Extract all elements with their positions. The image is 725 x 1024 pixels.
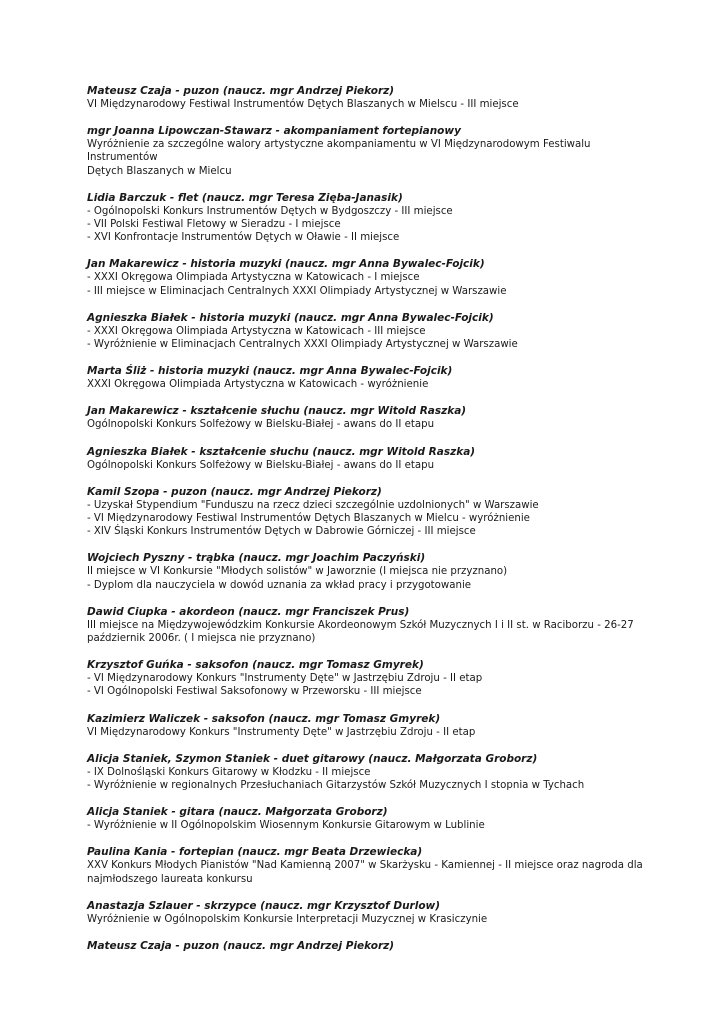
- entry-heading: Anastazja Szlauer - skrzypce (naucz. mgr Krzysztof Durlow): [87, 899, 441, 912]
- entry-4: [87, 312, 647, 351]
- entry-3: [87, 258, 647, 297]
- entry-line: XXXI Okręgowa Olimpiada Artystyczna w Katowicach - wyróżnienie: [87, 379, 429, 391]
- entry-heading: Alicja Staniek, Szymon Staniek - duet gitarowy (naucz. Małgorzata Groborz): [87, 752, 538, 765]
- entry-line: - VII Polski Festiwal Fletowy w Sieradzu - I miejsce: [87, 219, 341, 231]
- entry-line: Wyróżnienie w Ogólnopolskim Konkursie Interpretacji Muzycznej w Krasiczynie: [87, 913, 488, 925]
- entry-line: - Wyróżnienie w regionalnych Przesłuchaniach Gitarzystów Szkół Muzycznych I stopnia w Tychach: [87, 780, 585, 792]
- entry-line: - Dyplom dla nauczyciela w dowód uznania za wkład pracy i przygotowanie: [87, 579, 472, 591]
- entry-11: [87, 659, 647, 698]
- entry-15: [87, 846, 647, 885]
- entry-16: [87, 900, 647, 926]
- entry-line: VI Międzynarodowy Festiwal Instrumentów Dętych Blaszanych w Mielscu - III miejsce: [87, 99, 519, 110]
- entry-line: Ogólnopolski Konkurs Solfeżowy w Bielsku-Białej - awans do II etapu: [87, 459, 435, 471]
- entry-line: - Wyróżnienie w II Ogólnopolskim Wiosennym Konkursie Gitarowym w Lublinie: [87, 820, 485, 832]
- entry-line: Dętych Blaszanych w Mielcu: [87, 165, 232, 177]
- entry-10: [87, 606, 647, 645]
- entry-9: [87, 552, 647, 591]
- document-page: [87, 85, 647, 967]
- entry-heading: mgr Joanna Lipowczan-Stawarz - akompaniament fortepianowy: [87, 125, 461, 138]
- entry-line: - Wyróżnienie w Eliminacjach Centralnych XXXI Olimpiady Artystycznej w Warszawie: [87, 339, 518, 351]
- entry-line: najmłodszego laureata konkursu: [87, 873, 253, 885]
- entry-heading: Lidia Barczuk - flet (naucz. mgr Teresa Zięba-Janasik): [87, 191, 403, 204]
- entry-line: - IX Dolnośląski Konkurs Gitarowy w Kłodzku - II miejsce: [87, 766, 371, 778]
- entry-heading: Kamil Szopa - puzon (naucz. mgr Andrzej Piekorz): [87, 485, 382, 498]
- entry-6: [87, 405, 647, 431]
- entry-0: [87, 85, 647, 111]
- entry-13: [87, 753, 647, 792]
- entry-8: [87, 486, 647, 539]
- entry-heading: Wojciech Pyszny - trąbka (naucz. mgr Joachim Paczyński): [87, 552, 426, 565]
- entry-1: [87, 125, 647, 178]
- entry-line: III miejsce na Międzywojewódzkim Konkursie Akordeonowym Szkół Muzycznych I i II st. w Raciborzu - 26-27: [87, 619, 634, 631]
- entry-line: Ogólnopolski Konkurs Solfeżowy w Bielsku-Białej - awans do II etapu: [87, 419, 435, 431]
- entry-line: - XIV Śląski Konkurs Instrumentów Dętych w Dabrowie Górniczej - III miejsce: [87, 526, 476, 538]
- entry-line: Wyróżnienie za szczególne walory artystyczne akompaniamentu w VI Międzynarodowym Festiwalu Instrumentów: [87, 139, 591, 164]
- entry-line: XXV Konkurs Młodych Pianistów "Nad Kamienną 2007" w Skarżysku - Kamiennej - II miejsce oraz nagroda dla: [87, 860, 643, 872]
- entry-heading: Krzysztof Guńka - saksofon (naucz. mgr Tomasz Gmyrek): [87, 659, 424, 672]
- entry-line: - VI Międzynarodowy Festiwal Instrumentów Dętych Blaszanych w Mielcu - wyróżnienie: [87, 513, 530, 525]
- entry-heading: Kazimierz Waliczek - saksofon (naucz. mgr Tomasz Gmyrek): [87, 712, 441, 725]
- entry-line: - VI Ogólnopolski Festiwal Saksofonowy w Przeworsku - III miejsce: [87, 686, 422, 698]
- entry-line: - XXXI Okręgowa Olimpiada Artystyczna w Katowicach - III miejsce: [87, 325, 426, 337]
- entry-heading: Jan Makarewicz - historia muzyki (naucz. mgr Anna Bywalec-Fojcik): [87, 258, 485, 271]
- entry-2: [87, 192, 647, 245]
- entry-heading: Agnieszka Białek - kształcenie słuchu (naucz. mgr Witold Raszka): [87, 445, 476, 458]
- entry-12: [87, 713, 647, 739]
- entry-14: [87, 806, 647, 832]
- entry-heading: Jan Makarewicz - kształcenie słuchu (naucz. mgr Witold Raszka): [87, 405, 467, 418]
- entry-heading: Alicja Staniek - gitara (naucz. Małgorzata Groborz): [87, 806, 388, 819]
- entry-line: październik 2006r. ( I miejsca nie przyznano): [87, 633, 316, 645]
- entry-heading: Agnieszka Białek - historia muzyki (naucz. mgr Anna Bywalec-Fojcik): [87, 311, 494, 324]
- entry-7: [87, 446, 647, 472]
- entry-line: - XVI Konfrontacje Instrumentów Dętych w Oławie - II miejsce: [87, 232, 400, 244]
- entry-17: [87, 940, 647, 953]
- entry-heading: Paulina Kania - fortepian (naucz. mgr Beata Drzewiecka): [87, 846, 423, 859]
- entry-heading: Dawid Ciupka - akordeon (naucz. mgr Franciszek Prus): [87, 605, 410, 618]
- entry-line: - VI Międzynarodowy Konkurs "Instrumenty Dęte" w Jastrzębiu Zdroju - II etap: [87, 673, 483, 685]
- entry-line: - III miejsce w Eliminacjach Centralnych XXXI Olimpiady Artystycznej w Warszawie: [87, 285, 507, 297]
- entry-5: [87, 365, 647, 391]
- entry-line: II miejsce w VI Konkursie "Młodych solistów" w Jaworznie (I miejsca nie przyznano): [87, 566, 508, 578]
- entry-heading: Mateusz Czaja - puzon (naucz. mgr Andrzej Piekorz): [87, 85, 395, 97]
- entry-line: VI Międzynarodowy Konkurs "Instrumenty Dęte" w Jastrzębiu Zdroju - II etap: [87, 726, 476, 738]
- entry-line: - Uzyskał Stypendium "Funduszu na rzecz dzieci szczególnie uzdolnionych" w Warszawie: [87, 499, 539, 511]
- entry-heading: Mateusz Czaja - puzon (naucz. mgr Andrzej Piekorz): [87, 940, 395, 953]
- entry-heading: Marta Śliż - historia muzyki (naucz. mgr Anna Bywalec-Fojcik): [87, 365, 453, 378]
- entry-line: - Ogólnopolski Konkurs Instrumentów Dętych w Bydgoszczy - III miejsce: [87, 205, 453, 217]
- entry-line: - XXXI Okręgowa Olimpiada Artystyczna w Katowicach - I miejsce: [87, 272, 420, 284]
